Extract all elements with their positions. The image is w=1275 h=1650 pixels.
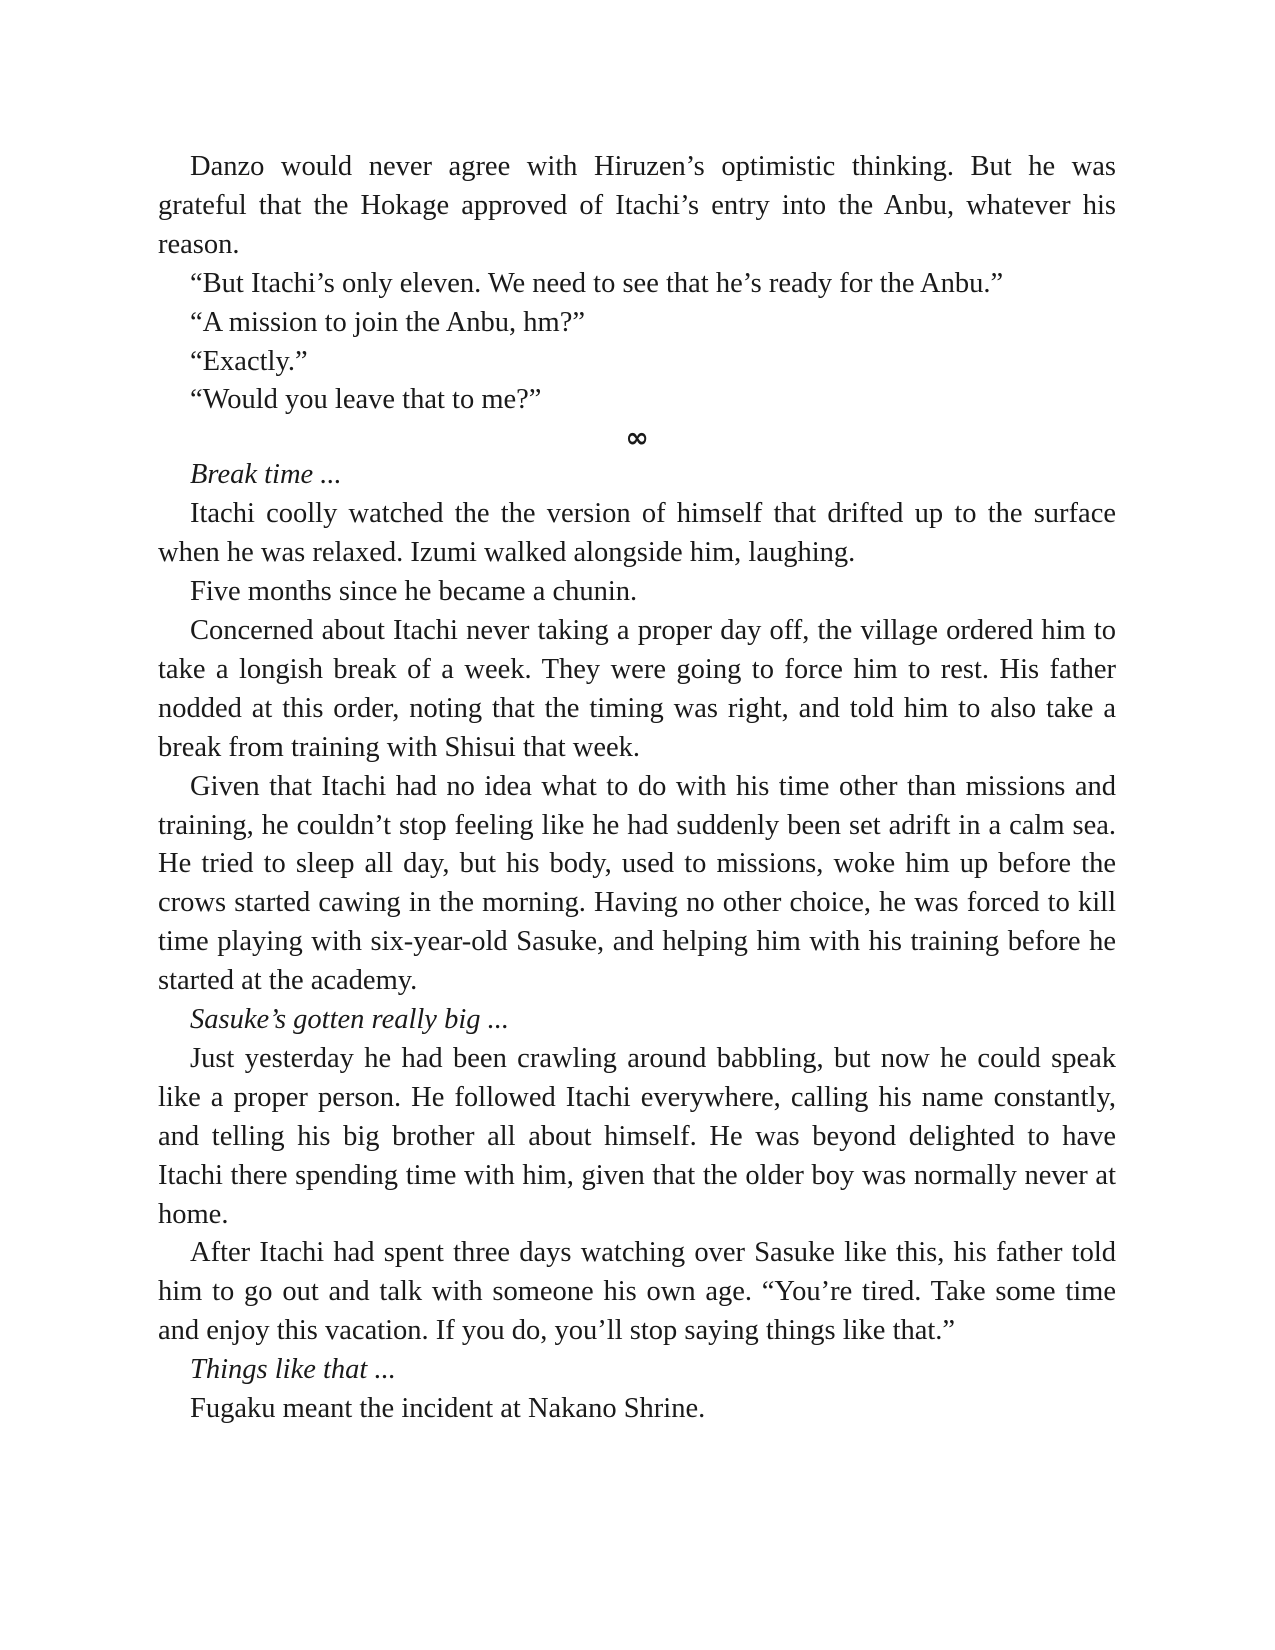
paragraph-italic: Break time ... <box>190 459 342 491</box>
paragraph: Five months since he became a chunin. <box>190 576 638 608</box>
paragraph: After Itachi had spent three days watching over Sasuke like this, his father told him to go out and talk with someone his own age. “You’re tired. Take some time and enjoy this vacation. If you do, you’ll stop saying things like that.” <box>158 1237 1116 1347</box>
book-page <box>158 148 1116 1429</box>
paragraph: “Exactly.” <box>190 345 308 377</box>
paragraph: “A mission to join the Anbu, hm?” <box>190 306 586 338</box>
paragraph: Concerned about Itachi never taking a proper day off, the village ordered him to take a longish break of a week. They were going to force him to rest. His father nodded at this order, noting that the timing was right, and told him to also take a break from training with Shisui that week. <box>158 614 1116 763</box>
scene-break-separator: ∞ <box>625 421 649 455</box>
paragraph: Fugaku meant the incident at Nakano Shrine. <box>190 1393 706 1425</box>
paragraph-italic: Sasuke’s gotten really big ... <box>190 1004 509 1036</box>
paragraph-italic: Things like that ... <box>190 1354 396 1386</box>
paragraph: “Would you leave that to me?” <box>190 384 542 416</box>
paragraph: Given that Itachi had no idea what to do with his time other than missions and training, he couldn’t stop feeling like he had suddenly been set adrift in a calm sea. He tried to sleep all day, but his body, used to missions, woke him up before the crows started cawing in the morning. Having no other choice, he was forced to kill time playing with six-year-old Sasuke, and helping him with his training before he started at the academy. <box>158 770 1116 997</box>
paragraph: Danzo would never agree with Hiruzen’s optimistic thinking. But he was grateful that the Hokage approved of Itachi’s entry into the Anbu, whatever his reason. <box>158 151 1116 260</box>
paragraph: Just yesterday he had been crawling around babbling, but now he could speak like a proper person. He followed Itachi everywhere, calling his name constantly, and telling his big brother all about himself. He was beyond delighted to have Itachi there spending time with him, given that the older boy was normally never at home. <box>158 1042 1116 1230</box>
paragraph: “But Itachi’s only eleven. We need to see that he’s ready for the Anbu.” <box>190 267 1004 299</box>
paragraph: Itachi coolly watched the the version of himself that drifted up to the surface when he was relaxed. Izumi walked alongside him, laughing. <box>158 498 1116 569</box>
